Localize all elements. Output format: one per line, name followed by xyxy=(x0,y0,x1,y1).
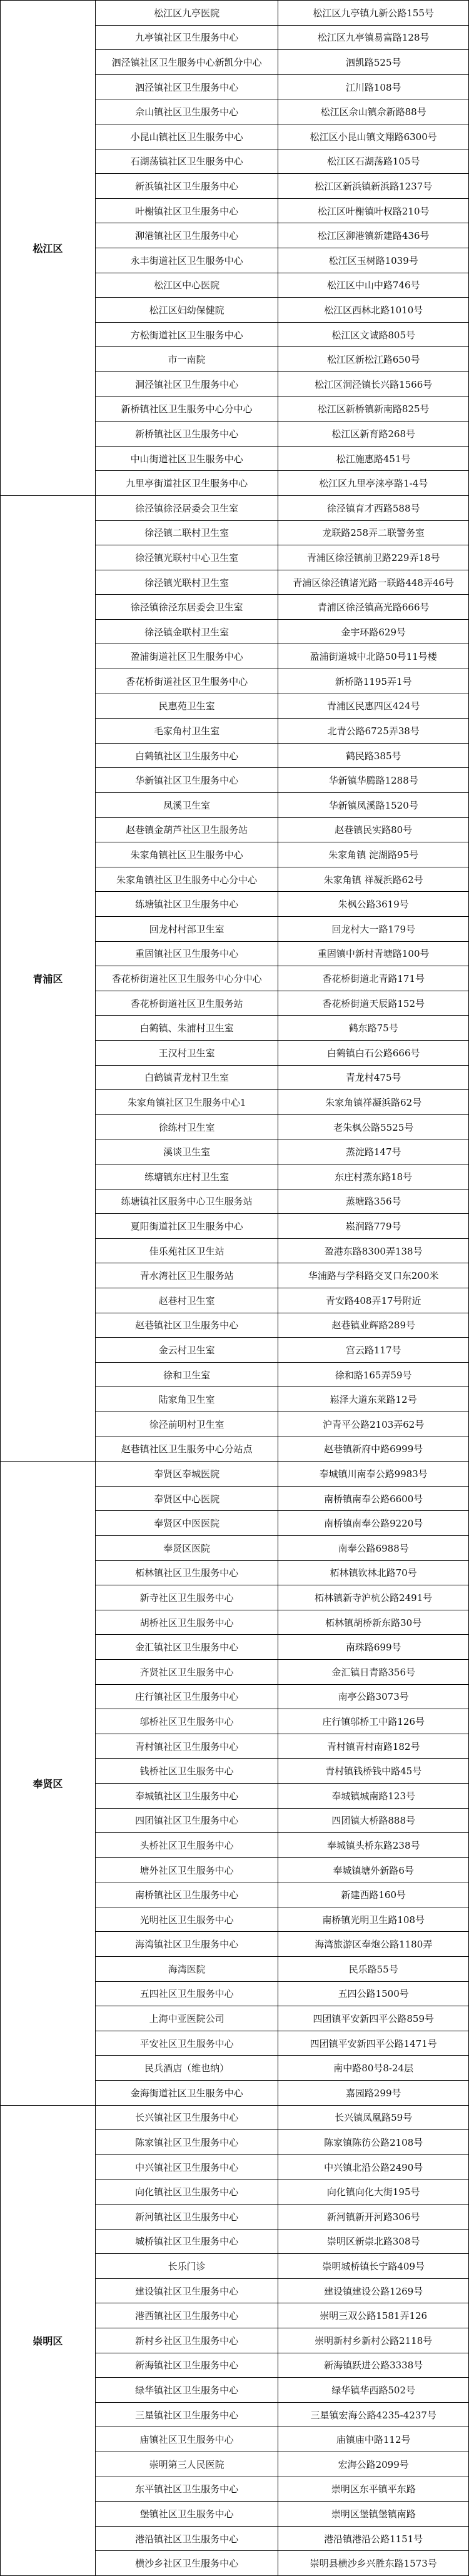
facility-name-cell: 奉贤区中医医院 xyxy=(96,1511,279,1536)
facility-name-cell: 徐泾镇金联村卫生室 xyxy=(96,620,279,645)
facility-address-cell: 绿华镇华西路502号 xyxy=(278,2378,469,2403)
district-cell: 崇明区 xyxy=(1,2106,96,2576)
facility-name-cell: 松江区中心医院 xyxy=(96,273,279,298)
facility-address-cell: 松江区中山中路746号 xyxy=(278,273,469,298)
facility-name-cell: 白鹤镇、朱浦村卫生室 xyxy=(96,1016,279,1041)
facility-address-cell: 朱家角镇祥凝浜路62号 xyxy=(278,1090,469,1115)
facility-name-cell: 泗泾镇社区卫生服务中心 xyxy=(96,75,279,100)
facility-name-cell: 陆家角卫生室 xyxy=(96,1387,279,1412)
facility-address-cell: 新河镇新开河路306号 xyxy=(278,2205,469,2230)
facility-address-cell: 松江区新育路268号 xyxy=(278,422,469,447)
facility-name-cell: 徐泾镇二联村卫生室 xyxy=(96,521,279,546)
facility-name-cell: 三星镇社区卫生服务中心 xyxy=(96,2403,279,2428)
facility-name-cell: 练塘镇社区卫生服务中心 xyxy=(96,892,279,917)
facility-name-cell: 中山街道社区卫生服务中心 xyxy=(96,447,279,472)
facility-name-cell: 塘外社区卫生服务中心 xyxy=(96,1858,279,1883)
facility-name-cell: 徐泾镇徐泾东居委会卫生室 xyxy=(96,595,279,620)
facility-name-cell: 庄行镇社区卫生服务中心 xyxy=(96,1685,279,1710)
facility-name-cell: 青村镇社区卫生服务中心 xyxy=(96,1734,279,1759)
facility-name-cell: 永丰街道社区卫生服务中心 xyxy=(96,248,279,273)
facility-address-cell: 东庄村蒸东路18号 xyxy=(278,1164,469,1190)
facility-address-cell: 崇明区东平镇平东路 xyxy=(278,2477,469,2502)
facility-address-cell: 龙联路258弄二联警务室 xyxy=(278,521,469,546)
facility-name-cell: 金汇镇社区卫生服务中心 xyxy=(96,1635,279,1660)
facility-address-cell: 白鹤镇白石公路666号 xyxy=(278,1041,469,1066)
facility-address-cell: 华新镇凤溪路1520号 xyxy=(278,793,469,818)
facility-address-cell: 松江区洞泾镇长兴路1566号 xyxy=(278,372,469,397)
facility-name-cell: 练塘镇东庄村卫生室 xyxy=(96,1164,279,1190)
facility-address-cell: 鹤民路385号 xyxy=(278,744,469,769)
facility-name-cell: 光明社区卫生服务中心 xyxy=(96,1907,279,1932)
facility-address-cell: 庙镇庙中路112号 xyxy=(278,2427,469,2452)
facility-name-cell: 石湖荡镇社区卫生服务中心 xyxy=(96,149,279,174)
facility-name-cell: 朱家角镇社区卫生服务中心1 xyxy=(96,1090,279,1115)
facility-name-cell: 港西镇社区卫生服务中心 xyxy=(96,2303,279,2328)
facility-address-cell: 金汇镇日青路356号 xyxy=(278,1660,469,1685)
facility-address-cell: 新建西路160号 xyxy=(278,1882,469,1907)
district-cell: 奉贤区 xyxy=(1,1462,96,2106)
facility-address-cell: 四团镇平安新四平公路1471号 xyxy=(278,2031,469,2056)
facility-name-cell: 徐泾镇徐泾居委会卫生室 xyxy=(96,496,279,521)
facility-name-cell: 新寺社区卫生服务中心 xyxy=(96,1585,279,1610)
facility-name-cell: 徐和卫生室 xyxy=(96,1363,279,1388)
facility-name-cell: 凤溪卫生室 xyxy=(96,793,279,818)
facility-name-cell: 新河镇社区卫生服务中心 xyxy=(96,2205,279,2230)
facility-address-cell: 南桥镇光明卫生路108号 xyxy=(278,1907,469,1932)
facility-name-cell: 新桥镇社区卫生服务中心 xyxy=(96,422,279,447)
facility-address-cell: 南奉公路6988号 xyxy=(278,1536,469,1561)
facility-name-cell: 练塘镇社区服务中心卫生服务站 xyxy=(96,1190,279,1215)
facility-address-cell: 青浦区徐泾镇高光路666号 xyxy=(278,595,469,620)
facility-address-cell: 柘林镇钦林北路70号 xyxy=(278,1561,469,1586)
facility-address-cell: 老朱枫公路5525号 xyxy=(278,1115,469,1140)
facility-address-cell: 奉城镇塘外新路6号 xyxy=(278,1858,469,1883)
facility-name-cell: 四团镇社区卫生服务中心 xyxy=(96,1809,279,1834)
facility-address-cell: 奉城镇城南路123号 xyxy=(278,1784,469,1809)
facility-name-cell: 赵巷镇社区卫生服务中心分站点 xyxy=(96,1437,279,1462)
facility-address-cell: 金宇环路629号 xyxy=(278,620,469,645)
facility-address-cell: 盈港东路8300弄138号 xyxy=(278,1239,469,1264)
facility-address-cell: 港沿镇港沿公路1151号 xyxy=(278,2527,469,2552)
facility-name-cell: 泖港镇社区卫生服务中心 xyxy=(96,223,279,248)
facility-name-cell: 小昆山镇社区卫生服务中心 xyxy=(96,124,279,149)
facility-address-cell: 海湾旅游区奉炮公路1180弄 xyxy=(278,1932,469,1957)
facility-name-cell: 徐泾前明村卫生室 xyxy=(96,1412,279,1437)
facility-address-cell: 香花桥街道北青路171号 xyxy=(278,966,469,991)
facility-address-cell: 松江区佘山镇佘新路88号 xyxy=(278,99,469,124)
facility-name-cell: 长乐门诊 xyxy=(96,2254,279,2279)
facility-address-cell: 赵巷镇新府中路6999号 xyxy=(278,1437,469,1462)
facility-name-cell: 新桥镇社区卫生服务中心分中心 xyxy=(96,397,279,422)
facility-name-cell: 海湾镇社区卫生服务中心 xyxy=(96,1932,279,1957)
facility-address-cell: 朱家角镇 祥凝浜路62号 xyxy=(278,867,469,892)
facility-address-cell: 鹤东路75号 xyxy=(278,1016,469,1041)
facility-name-cell: 佘山镇社区卫生服务中心 xyxy=(96,99,279,124)
facility-name-cell: 徐泾镇光联村卫生室 xyxy=(96,570,279,595)
facility-name-cell: 城桥镇社区卫生服务中心 xyxy=(96,2230,279,2255)
facility-name-cell: 松江区妇幼保健院 xyxy=(96,298,279,323)
facility-name-cell: 重固镇社区卫生服务中心 xyxy=(96,942,279,967)
facility-name-cell: 钱桥社区卫生服务中心 xyxy=(96,1759,279,1784)
district-cell: 松江区 xyxy=(1,1,96,496)
facility-address-cell: 民乐路55号 xyxy=(278,1957,469,1982)
facility-name-cell: 海湾医院 xyxy=(96,1957,279,1982)
facility-address-cell: 嘉园路299号 xyxy=(278,2081,469,2106)
facility-address-cell: 蒸塘路356号 xyxy=(278,1190,469,1215)
facility-address-cell: 华浦路与学科路交叉口东200米 xyxy=(278,1263,469,1288)
facility-address-cell: 松江区新桥镇新南路825号 xyxy=(278,397,469,422)
facility-address-cell: 柘林镇胡桥新东路30号 xyxy=(278,1610,469,1635)
facility-name-cell: 奉城镇社区卫生服务中心 xyxy=(96,1784,279,1809)
facility-name-cell: 上海中亚医院公司 xyxy=(96,2006,279,2031)
facility-name-cell: 民兵酒店（维也纳） xyxy=(96,2056,279,2081)
facility-name-cell: 横沙乡社区卫生服务中心 xyxy=(96,2551,279,2576)
facility-name-cell: 陈家镇社区卫生服务中心 xyxy=(96,2130,279,2155)
facility-address-cell: 松江区泖港镇新建路436号 xyxy=(278,223,469,248)
facility-address-cell: 中兴镇北沿公路2490号 xyxy=(278,2155,469,2180)
facility-address-cell: 青浦区民惠四区424号 xyxy=(278,694,469,719)
facility-name-cell: 齐贤社区卫生服务中心 xyxy=(96,1660,279,1685)
facility-name-cell: 奉贤区中心医院 xyxy=(96,1487,279,1512)
facility-address-cell: 宫云路117号 xyxy=(278,1338,469,1363)
facility-address-cell: 松江区玉树路1039号 xyxy=(278,248,469,273)
facility-address-cell: 重固镇中新村青塘路100号 xyxy=(278,942,469,967)
facility-address-cell: 奉城镇头桥东路238号 xyxy=(278,1833,469,1858)
facility-name-cell: 九里亭街道社区卫生服务中心 xyxy=(96,471,279,496)
facility-name-cell: 柘林镇社区卫生服务中心 xyxy=(96,1561,279,1586)
facility-address-cell: 崇明区堡镇堡镇南路 xyxy=(278,2502,469,2527)
facility-address-cell: 松江区小昆山镇文翔路6300号 xyxy=(278,124,469,149)
facility-address-cell: 新桥路1195弄1号 xyxy=(278,669,469,694)
facility-address-cell: 青安路408弄17号附近 xyxy=(278,1288,469,1313)
facility-name-cell: 向化镇社区卫生服务中心 xyxy=(96,2179,279,2205)
facility-name-cell: 华新镇社区卫生服务中心 xyxy=(96,768,279,793)
facility-address-cell: 徐泾镇育才西路588号 xyxy=(278,496,469,521)
facility-address-cell: 赵巷镇业辉路289号 xyxy=(278,1313,469,1338)
facility-address-cell: 南珠路699号 xyxy=(278,1635,469,1660)
facility-address-cell: 新海镇跃进公路3338号 xyxy=(278,2353,469,2378)
facility-address-cell: 奉城镇川南奉公路9983号 xyxy=(278,1462,469,1487)
facility-address-cell: 松江区九里亭涞亭路1-4号 xyxy=(278,471,469,496)
facility-address-cell: 崇明城桥镇长宁路409号 xyxy=(278,2254,469,2279)
facility-address-cell: 华新镇华腾路1288号 xyxy=(278,768,469,793)
facility-name-cell: 新浜镇社区卫生服务中心 xyxy=(96,174,279,199)
facility-address-cell: 南桥镇南奉公路9220号 xyxy=(278,1511,469,1536)
facility-address-cell: 蒸淀路147号 xyxy=(278,1139,469,1164)
facility-name-cell: 松江区九亭医院 xyxy=(96,1,279,26)
facility-name-cell: 堡镇社区卫生服务中心 xyxy=(96,2502,279,2527)
facility-name-cell: 白鹤镇青龙村卫生室 xyxy=(96,1066,279,1091)
facility-address-cell: 青龙村475号 xyxy=(278,1066,469,1091)
facility-address-cell: 松江区九亭镇易富路128号 xyxy=(278,26,469,51)
facility-name-cell: 回龙村村部卫生室 xyxy=(96,917,279,942)
facility-name-cell: 新村乡社区卫生服务中心 xyxy=(96,2328,279,2353)
facility-address-cell: 回龙村大一路179号 xyxy=(278,917,469,942)
facility-name-cell: 王汉村卫生室 xyxy=(96,1041,279,1066)
facility-name-cell: 胡桥社区卫生服务中心 xyxy=(96,1610,279,1635)
facility-address-cell: 松江区文诚路805号 xyxy=(278,323,469,348)
facility-name-cell: 徐练村卫生室 xyxy=(96,1115,279,1140)
facility-name-cell: 长兴镇社区卫生服务中心 xyxy=(96,2106,279,2131)
facility-name-cell: 中兴镇社区卫生服务中心 xyxy=(96,2155,279,2180)
facility-address-cell: 崇明新村乡新村公路2118号 xyxy=(278,2328,469,2353)
facility-name-cell: 金海街道社区卫生服务中心 xyxy=(96,2081,279,2106)
facility-address-cell: 青村镇青村南路182号 xyxy=(278,1734,469,1759)
facility-name-cell: 建设镇社区卫生服务中心 xyxy=(96,2279,279,2304)
facility-name-cell: 赵巷村卫生室 xyxy=(96,1288,279,1313)
facility-address-cell: 陈家镇陈彷公路2108号 xyxy=(278,2130,469,2155)
facility-name-cell: 青水湾社区卫生服务站 xyxy=(96,1263,279,1288)
facility-address-cell: 松江区西林北路1010号 xyxy=(278,298,469,323)
facility-address-cell: 朱枫公路3619号 xyxy=(278,892,469,917)
facility-name-cell: 泗泾镇社区卫生服务中心新凯分中心 xyxy=(96,50,279,75)
facility-address-cell: 崧泽大道东莱路12号 xyxy=(278,1387,469,1412)
facility-name-cell: 市一南院 xyxy=(96,347,279,372)
facility-name-cell: 绿华镇社区卫生服务中心 xyxy=(96,2378,279,2403)
facility-address-cell: 朱家角镇 淀湖路95号 xyxy=(278,842,469,867)
facility-address-cell: 南中路80号8-24层 xyxy=(278,2056,469,2081)
facility-name-cell: 庙镇社区卫生服务中心 xyxy=(96,2427,279,2452)
facility-name-cell: 东平镇社区卫生服务中心 xyxy=(96,2477,279,2502)
facility-name-cell: 赵巷镇金葫芦社区卫生服务站 xyxy=(96,818,279,843)
facility-address-cell: 松江区叶榭镇叶权路210号 xyxy=(278,199,469,224)
facility-address-cell: 南亭公路3073号 xyxy=(278,1685,469,1710)
facility-name-cell: 白鹤镇社区卫生服务中心 xyxy=(96,744,279,769)
facility-address-cell: 四团镇平安新四平公路859号 xyxy=(278,2006,469,2031)
facility-address-cell: 松江区新松江路650号 xyxy=(278,347,469,372)
facility-address-cell: 向化镇向化大街195号 xyxy=(278,2179,469,2205)
facility-name-cell: 夏阳街道社区卫生服务中心 xyxy=(96,1214,279,1239)
facility-address-cell: 崧润路779号 xyxy=(278,1214,469,1239)
facility-name-cell: 港沿镇社区卫生服务中心 xyxy=(96,2527,279,2552)
facility-address-cell: 南桥镇南奉公路6600号 xyxy=(278,1487,469,1512)
facility-address-cell: 崇明三双公路1581弄126 xyxy=(278,2303,469,2328)
facility-name-cell: 香花桥街道社区卫生服务中心 xyxy=(96,669,279,694)
facility-name-cell: 香花桥街道社区卫生服务站 xyxy=(96,991,279,1016)
facility-name-cell: 毛家角村卫生室 xyxy=(96,719,279,744)
facility-address-cell: 宏海公路2099号 xyxy=(278,2452,469,2477)
facility-address-cell: 柘林镇新寺沪杭公路2491号 xyxy=(278,1585,469,1610)
facility-name-cell: 叶榭镇社区卫生服务中心 xyxy=(96,199,279,224)
facility-address-cell: 泗凯路525号 xyxy=(278,50,469,75)
facility-name-cell: 崇明第三人民医院 xyxy=(96,2452,279,2477)
facility-name-cell: 方松街道社区卫生服务中心 xyxy=(96,323,279,348)
facility-address-cell: 建设镇建设公路1269号 xyxy=(278,2279,469,2304)
facility-address-cell: 长兴镇凤凰路59号 xyxy=(278,2106,469,2131)
facility-address-cell: 松江区石湖荡路105号 xyxy=(278,149,469,174)
facility-address-cell: 松江区九亭镇九新公路155号 xyxy=(278,1,469,26)
facility-address-cell: 五四公路1500号 xyxy=(278,1982,469,2007)
facility-address-cell: 沪青平公路2103弄62号 xyxy=(278,1412,469,1437)
facility-address-cell: 青浦区徐泾镇诸光路一联路448弄46号 xyxy=(278,570,469,595)
facility-name-cell: 朱家角镇社区卫生服务中心分中心 xyxy=(96,867,279,892)
facility-address-cell: 青村镇钱桥钱中路45号 xyxy=(278,1759,469,1784)
facility-name-cell: 民惠苑卫生室 xyxy=(96,694,279,719)
facility-address-cell: 香花桥街道天辰路152号 xyxy=(278,991,469,1016)
facility-name-cell: 朱家角镇社区卫生服务中心 xyxy=(96,842,279,867)
facility-address-cell: 崇明区新崇北路308号 xyxy=(278,2230,469,2255)
facility-name-cell: 奉贤区奉城医院 xyxy=(96,1462,279,1487)
facility-name-cell: 五四社区卫生服务中心 xyxy=(96,1982,279,2007)
facility-name-cell: 赵巷镇社区卫生服务中心 xyxy=(96,1313,279,1338)
facility-name-cell: 新海镇社区卫生服务中心 xyxy=(96,2353,279,2378)
facility-name-cell: 香花桥街道社区卫生服务中心分中心 xyxy=(96,966,279,991)
facility-address-cell: 庄行镇邬桥工中路126号 xyxy=(278,1709,469,1734)
facility-name-cell: 溪谈卫生室 xyxy=(96,1139,279,1164)
facility-address-cell: 江川路108号 xyxy=(278,75,469,100)
facility-address-cell: 赵巷镇民实路80号 xyxy=(278,818,469,843)
facility-address-cell: 盈浦街道城中北路50号11号楼 xyxy=(278,644,469,669)
facility-name-cell: 金云村卫生室 xyxy=(96,1338,279,1363)
facility-address-cell: 四团镇大桥路888号 xyxy=(278,1809,469,1834)
facility-address-cell: 徐和路165弄59号 xyxy=(278,1363,469,1388)
facility-address-cell: 松江施惠路451号 xyxy=(278,447,469,472)
facility-name-cell: 佳乐苑社区卫生站 xyxy=(96,1239,279,1264)
district-cell: 青浦区 xyxy=(1,496,96,1462)
facility-name-cell: 九亭镇社区卫生服务中心 xyxy=(96,26,279,51)
facility-address-cell: 青浦区徐泾镇前卫路229弄18号 xyxy=(278,545,469,570)
facility-address-cell: 北青公路6725弄38号 xyxy=(278,719,469,744)
facility-name-cell: 头桥社区卫生服务中心 xyxy=(96,1833,279,1858)
facility-name-cell: 洞泾镇社区卫生服务中心 xyxy=(96,372,279,397)
facility-address-cell: 崇明县横沙乡兴胜东路1573号 xyxy=(278,2551,469,2576)
facility-address-cell: 松江区新浜镇新浜路1237号 xyxy=(278,174,469,199)
facility-name-cell: 盈浦街道社区卫生服务中心 xyxy=(96,644,279,669)
facility-name-cell: 奉贤区医院 xyxy=(96,1536,279,1561)
facility-name-cell: 邬桥社区卫生服务中心 xyxy=(96,1709,279,1734)
facility-name-cell: 南桥镇社区卫生服务中心 xyxy=(96,1882,279,1907)
facility-name-cell: 平安社区卫生服务中心 xyxy=(96,2031,279,2056)
facility-name-cell: 徐泾镇光联村中心卫生室 xyxy=(96,545,279,570)
facility-address-cell: 三星镇宏海公路4235-4237号 xyxy=(278,2403,469,2428)
